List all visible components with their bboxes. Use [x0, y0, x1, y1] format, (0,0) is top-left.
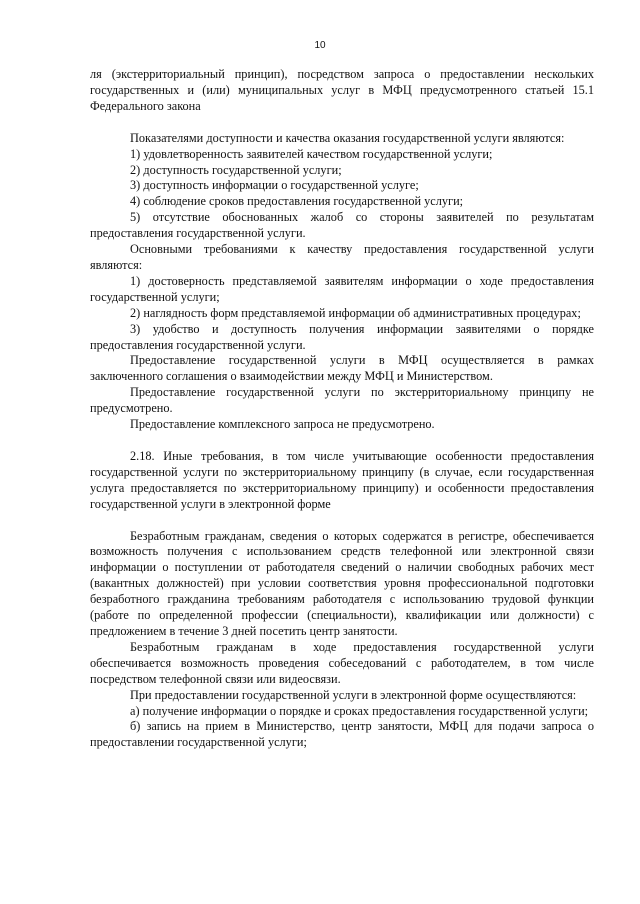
paragraph-quality-requirements-intro: Основными требованиями к качеству предоставления государственной услуги являются: [90, 242, 594, 272]
paragraph-gap [90, 115, 594, 131]
list-item: 1) достоверность представляемой заявителям информации о ходе предоставления государственной услуги; [90, 273, 594, 304]
paragraph-gap [90, 433, 594, 449]
list-item: б) запись на прием в Министерство, центр занятости, МФЦ для подачи запроса о предоставлении государственной услуги; [90, 719, 594, 750]
list-item: а) получение информации о порядке и сроках предоставления государственной услуги; [130, 703, 589, 718]
paragraph-complex-request: Предоставление комплексного запроса не предусмотрено. [130, 417, 435, 432]
page-number: 10 [314, 40, 326, 51]
list-item: 3) доступность информации о государственной услуге; [130, 178, 419, 193]
paragraph-unemployed-register: Безработным гражданам, сведения о которых содержатся в регистре, обеспечивается возможность получения с использованием средств телефонной или электронной связи информации о поступлении от работодателя сведений о наличии свободных рабочих мест (вакантных должностей) при условии соответствия уровня профессиональной подготовки безработного гражданина требованиям работодателя с использованию трудовой функции (работе по определенной профессии (специальности), квалификации или должности) с предложением в течение 3 дней посетить центр занятости. [90, 528, 594, 638]
list-item: 5) отсутствие обоснованных жалоб со стороны заявителей по результатам предоставления государственной услуги. [90, 210, 594, 241]
paragraph-continuation: ля (экстерриториальный принцип), посредством запроса о предоставлении нескольких государственных и (или) муниципальных услуг в МФЦ предусмотренного статьей 15.1 Федерального закона [90, 67, 594, 113]
list-item: 4) соблюдение сроков предоставления государственной услуги; [130, 194, 464, 209]
paragraph-indicators-intro: Показателями доступности и качества оказания государственной услуги являются: [130, 130, 565, 145]
paragraph-gap [90, 513, 594, 529]
list-item: 3) удобство и доступность получения информации заявителями о порядке предоставления государственной услуги. [90, 321, 594, 352]
list-item: 2) доступность государственной услуги; [130, 162, 342, 177]
document-body [90, 67, 594, 751]
section-heading-2-18: 2.18. Иные требования, в том числе учитывающие особенности предоставления государственной услуги по экстерриториальному принципу (в случае, если государственная услуга предоставляется по экстерриториальному принципу) и особенности предоставления государственной услуги в электронной форме [90, 448, 594, 511]
list-item: 2) наглядность форм представляемой информации об административных процедурах; [130, 305, 581, 320]
paragraph-extraterritorial: Предоставление государственной услуги по экстерриториальному принципу не предусмотрено. [90, 385, 594, 416]
paragraph-mfc: Предоставление государственной услуги в МФЦ осуществляется в рамках заключенного соглашения о взаимодействии между МФЦ и Министерством. [90, 353, 594, 384]
paragraph-electronic-form-intro: При предоставлении государственной услуги в электронной форме осуществляются: [130, 687, 577, 702]
paragraph-interviews: Безработным гражданам в ходе предоставления государственной услуги обеспечивается возможность проведения собеседований с работодателем, в том числе посредством телефонной связи или видеосвязи. [90, 639, 594, 686]
list-item: 1) удовлетворенность заявителей качеством государственной услуги; [130, 146, 493, 161]
